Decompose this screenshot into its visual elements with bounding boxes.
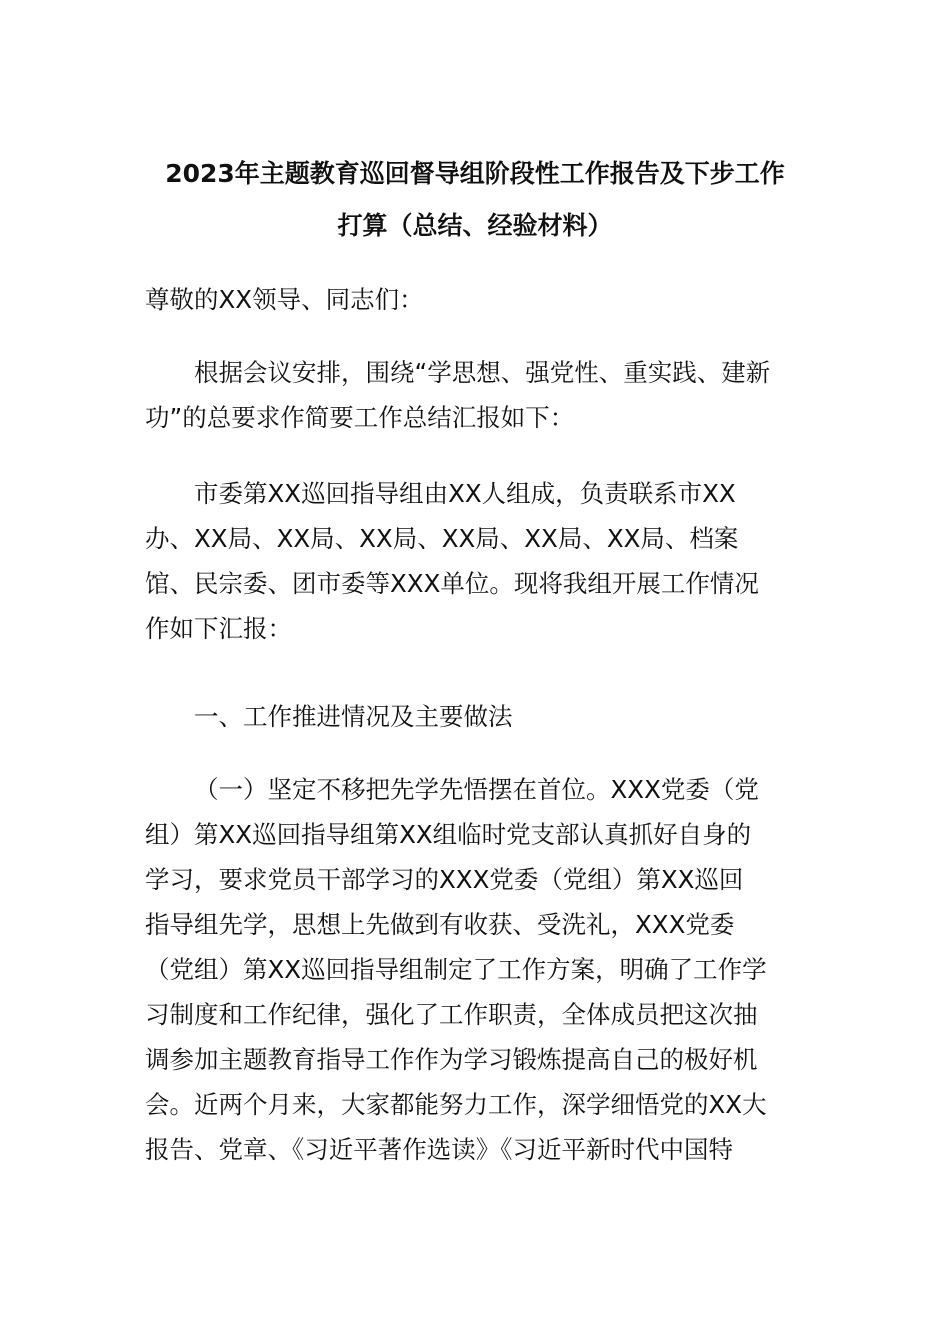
paragraph-section-1-1 — [145, 767, 810, 1172]
paragraph-line: 指导组先学，思想上先做到有收获、受洗礼，XXX党委 — [145, 910, 735, 939]
salutation-text: 尊敬的XX领导、同志们： — [145, 285, 424, 314]
paragraph-group-composition — [145, 471, 810, 651]
paragraph-line: 学习，要求党员干部学习的XXX党委（党组）第XX巡回 — [145, 865, 744, 894]
paragraph-line: 功”的总要求作简要工作总结汇报如下： — [145, 403, 575, 432]
salutation — [145, 277, 810, 322]
paragraph-line: 组）第XX巡回指导组第XX组临时党支部认真抓好自身的 — [145, 820, 752, 849]
section-heading-1 — [145, 694, 810, 739]
paragraph-line: 根据会议安排，围绕“学思想、强党性、重实践、建新 — [194, 358, 771, 387]
document-title-line-2: 打算（总结、经验材料） — [337, 211, 613, 240]
paragraph-intro — [145, 350, 810, 440]
paragraph-line: 作如下汇报： — [145, 614, 292, 643]
paragraph-line: 市委第XX巡回指导组由XX人组成，负责联系市XX — [194, 479, 736, 508]
paragraph-line: 报告、党章、《习近平著作选读》《习近平新时代中国特 — [145, 1135, 733, 1164]
paragraph-line: 馆、民宗委、团市委等XXX单位。现将我组开展工作情况 — [145, 569, 759, 598]
paragraph-line: 会。近两个月来，大家都能努力工作，深学细悟党的XX大 — [145, 1090, 767, 1119]
paragraph-line: 调参加主题教育指导工作作为学习锻炼提高自己的极好机 — [145, 1045, 758, 1074]
document-title-line-1: 2023年主题教育巡回督导组阶段性工作报告及下步工作 — [165, 159, 785, 188]
section-heading-text: 一、工作推进情况及主要做法 — [194, 702, 513, 731]
paragraph-line: 办、XX局、XX局、XX局、XX局、XX局、XX局、档案 — [145, 524, 739, 553]
paragraph-line: （一）坚定不移把先学先悟摆在首位。XXX党委（党 — [194, 775, 759, 804]
paragraph-line: （党组）第XX巡回指导组制定了工作方案，明确了工作学 — [145, 955, 767, 984]
paragraph-line: 习制度和工作纪律，强化了工作职责，全体成员把这次抽 — [145, 1000, 758, 1029]
